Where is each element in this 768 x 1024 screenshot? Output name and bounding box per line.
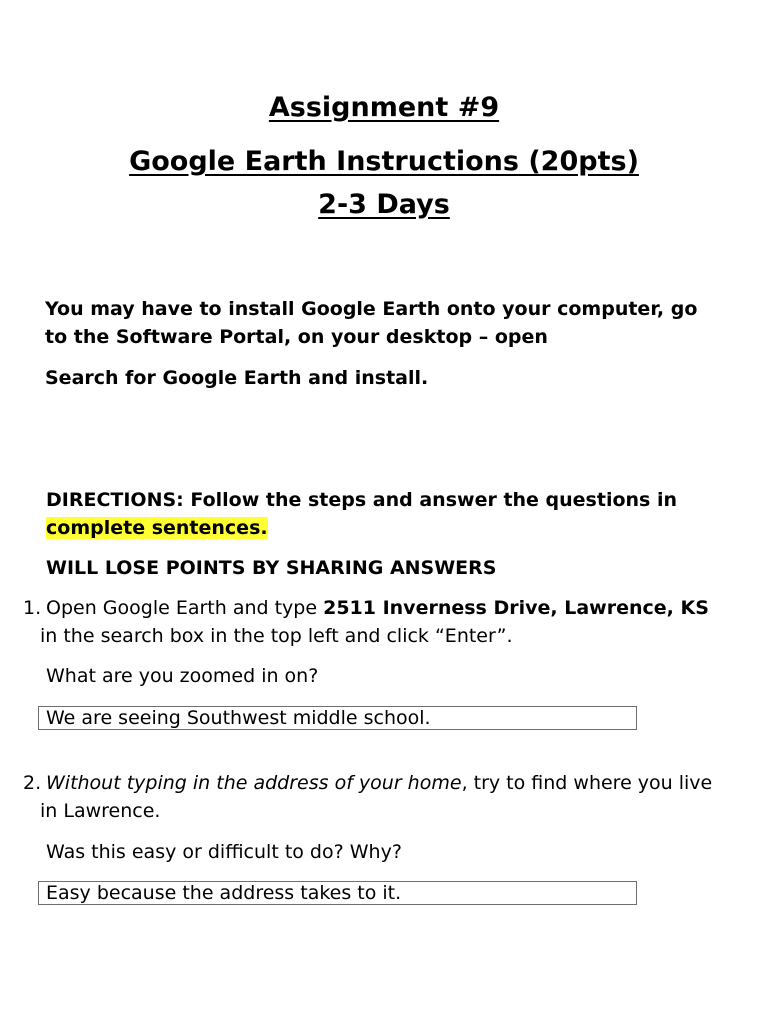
question-2-prompt: Was this easy or difficult to do? Why? — [46, 841, 402, 863]
directions-label: DIRECTIONS: Follow the steps and answer the questions in — [46, 489, 678, 511]
duration-title: 2-3 Days — [318, 189, 450, 220]
assignment-title: Assignment #9 — [268, 92, 500, 123]
question-1-answer-field[interactable]: We are seeing Southwest middle school. — [38, 706, 637, 730]
install-search-note: Search for Google Earth and install. — [45, 367, 429, 389]
question-2-text — [23, 769, 730, 825]
question-1-address: 2511 Inverness Drive, Lawrence, KS — [323, 597, 709, 619]
question-2-post: , try to find where you live in Lawrence. — [40, 772, 713, 822]
instructions-title: Google Earth Instructions (20pts) — [129, 146, 639, 177]
install-note: You may have to install Google Earth onto your computer, go to the Software Portal, on your desktop – open — [45, 298, 698, 348]
question-1-post: in the search box in the top left and click “Enter”. — [40, 625, 513, 647]
question-2-answer-field[interactable]: Easy because the address takes to it. — [38, 881, 637, 905]
question-1-prompt: What are you zoomed in on? — [46, 665, 319, 687]
question-2-italic: Without typing in the address of your home — [46, 772, 462, 794]
directions-highlight: complete sentences. — [46, 517, 268, 539]
directions-text — [46, 486, 736, 542]
question-1-text — [23, 594, 730, 650]
question-2-number: 2. — [23, 772, 42, 794]
question-1-pre: Open Google Earth and type — [46, 597, 324, 619]
sharing-warning: WILL LOSE POINTS BY SHARING ANSWERS — [46, 557, 497, 579]
question-1-number: 1. — [23, 597, 42, 619]
